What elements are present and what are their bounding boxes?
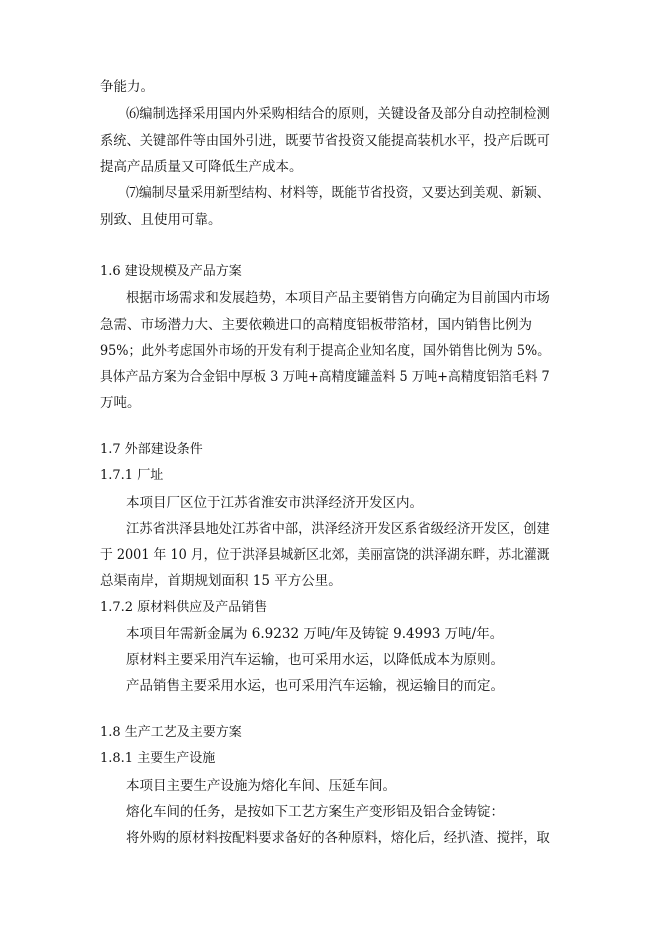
subsection-heading: 1.8.1 主要生产设施 bbox=[100, 751, 216, 766]
paragraph-line: 急需、市场潜力大、主要依赖进口的高精度铝板带箔材，国内销售比例为 bbox=[100, 317, 532, 333]
paragraph-line: 本项目厂区位于江苏省淮安市洪泽经济开发区内。 bbox=[126, 495, 423, 511]
paragraph-line: 根据市场需求和发展趋势，本项目产品主要销售方向确定为目前国内市场 bbox=[126, 290, 550, 306]
paragraph-line: 具体产品方案为合金铝中厚板 3 万吨+高精度罐盖料 5 万吨+高精度铝箔毛料 7 bbox=[100, 369, 550, 385]
section-heading: 1.6 建设规模及产品方案 bbox=[100, 264, 242, 279]
paragraph-line: 于 2001 年 10 月，位于洪泽县城新区北郊，美丽富饶的洪泽湖东畔，苏北灌溉 bbox=[100, 547, 550, 563]
subsection-heading: 1.7.2 原材料供应及产品销售 bbox=[100, 600, 268, 615]
section-heading: 1.7 外部建设条件 bbox=[100, 442, 203, 457]
paragraph-line: 熔化车间的任务，是按如下工艺方案生产变形铝及铝合金铸锭： bbox=[126, 804, 504, 820]
subsection-heading: 1.7.1 厂址 bbox=[100, 468, 164, 483]
paragraph-line: 总渠南岸，首期规划面积 15 平方公里。 bbox=[100, 573, 342, 589]
paragraph-line: 万吨。 bbox=[100, 395, 141, 411]
paragraph-line: 95%；此外考虑国外市场的开发有利于提高企业知名度，国外销售比例为 5%。 bbox=[100, 343, 551, 359]
paragraph-line: 原材料主要采用汽车运输，也可采用水运，以降低成本为原则。 bbox=[126, 652, 504, 668]
paragraph-line: 江苏省洪泽县地处江苏省中部，洪泽经济开发区系省级经济开发区，创建 bbox=[126, 521, 550, 537]
paragraph-line: 争能力。 bbox=[100, 79, 154, 95]
paragraph-line: 将外购的原材料按配料要求备好的各种原料，熔化后，经扒渣、搅拌，取 bbox=[126, 830, 550, 846]
paragraph-line: ⑹编制选择采用国内外采购相结合的原则，关键设备及部分自动控制检测 bbox=[126, 106, 550, 122]
paragraph-line: 提高产品质量又可降低生产成本。 bbox=[100, 159, 303, 175]
paragraph-line: 系统、关键部件等由国外引进，既要节省投资又能提高装机水平，投产后既可 bbox=[100, 133, 550, 149]
section-heading: 1.8 生产工艺及主要方案 bbox=[100, 725, 242, 740]
paragraph-line: 别致、且使用可靠。 bbox=[100, 212, 222, 228]
paragraph-line: 本项目主要生产设施为熔化车间、压延车间。 bbox=[126, 778, 396, 794]
paragraph-line: 产品销售主要采用水运，也可采用汽车运输，视运输目的而定。 bbox=[126, 678, 504, 694]
paragraph-line: 本项目年需新金属为 6.9232 万吨/年及铸锭 9.4993 万吨/年。 bbox=[126, 626, 504, 642]
paragraph-line: ⑺编制尽量采用新型结构、材料等，既能节省投资，又要达到美观、新颖、 bbox=[126, 185, 550, 201]
